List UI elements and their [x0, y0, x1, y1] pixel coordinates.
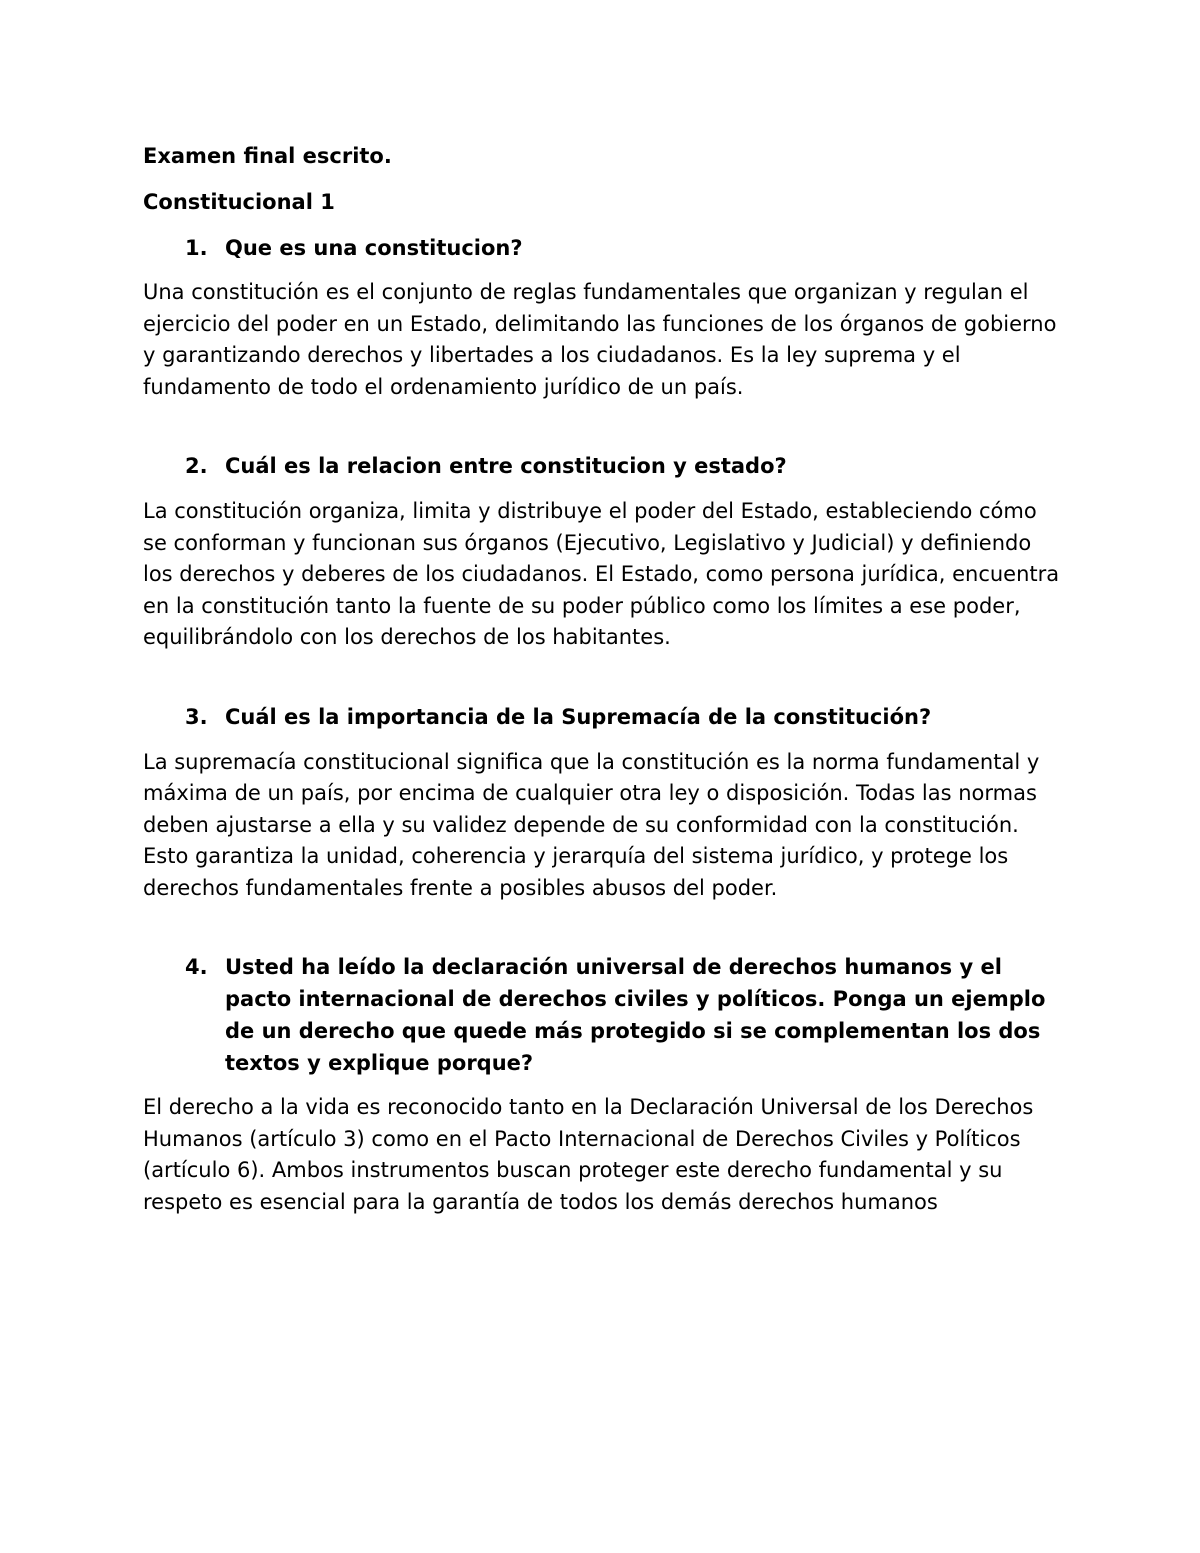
question-number: 3. — [185, 704, 208, 729]
question-number: 1. — [185, 236, 208, 260]
document-title: Examen final escrito. — [143, 144, 392, 168]
question-4 — [143, 951, 1063, 1079]
question-3 — [143, 701, 1063, 733]
answer-1: Una constitución es el conjunto de reglas fundamentales que organizan y regulan el ejercicio del poder en un Estado, delimitando las funciones de los órganos de gobierno y garantizando derechos y libertades a los ciudadanos. Es la ley suprema y el fundamento de todo el ordenamiento jurídico de un país. — [143, 280, 1057, 399]
answer-3: La supremacía constitucional significa que la constitución es la norma fundamental y máxima de un país, por encima de cualquier otra ley o disposición. Todas las normas deben ajustarse a ella y su validez depende de su conformidad con la constitución. Esto garantiza la unidad, coherencia y jerarquía del sistema jurídico, y protege los derechos fundamentales frente a posibles abusos del poder. — [143, 749, 1040, 900]
question-text: Que es una constitucion? — [225, 236, 523, 260]
question-text: Usted ha leído la declaración universal de derechos humanos y el pacto internacional de derechos civiles y políticos. Ponga un ejemplo de un derecho que quede más protegido si se complementan los dos textos y explique porque? — [225, 955, 1046, 1075]
document-subtitle: Constitucional 1 — [143, 190, 335, 214]
question-text: Cuál es la relacion entre constitucion y estado? — [225, 454, 787, 478]
question-text: Cuál es la importancia de la Supremacía de la constitución? — [225, 704, 932, 729]
document-body — [143, 140, 1063, 1218]
answer-4: El derecho a la vida es reconocido tanto en la Declaración Universal de los Derechos Humanos (artículo 3) como en el Pacto Internacional de Derechos Civiles y Políticos (artículo 6). Ambos instrumentos buscan proteger este derecho fundamental y su respeto es esencial para la garantía de todos los demás derechos humanos — [143, 1095, 1034, 1214]
question-number: 2. — [185, 454, 208, 478]
question-2 — [143, 450, 1063, 482]
question-1 — [143, 232, 1063, 264]
answer-2: La constitución organiza, limita y distribuye el poder del Estado, estableciendo cómo se conforman y funcionan sus órganos (Ejecutivo, Legislativo y Judicial) y definiendo los derechos y deberes de los ciudadanos. El Estado, como persona jurídica, encuentra en la constitución tanto la fuente de su poder público como los límites a ese poder, equilibrándolo con los derechos de los habitantes. — [143, 499, 1060, 649]
question-number: 4. — [185, 955, 208, 979]
